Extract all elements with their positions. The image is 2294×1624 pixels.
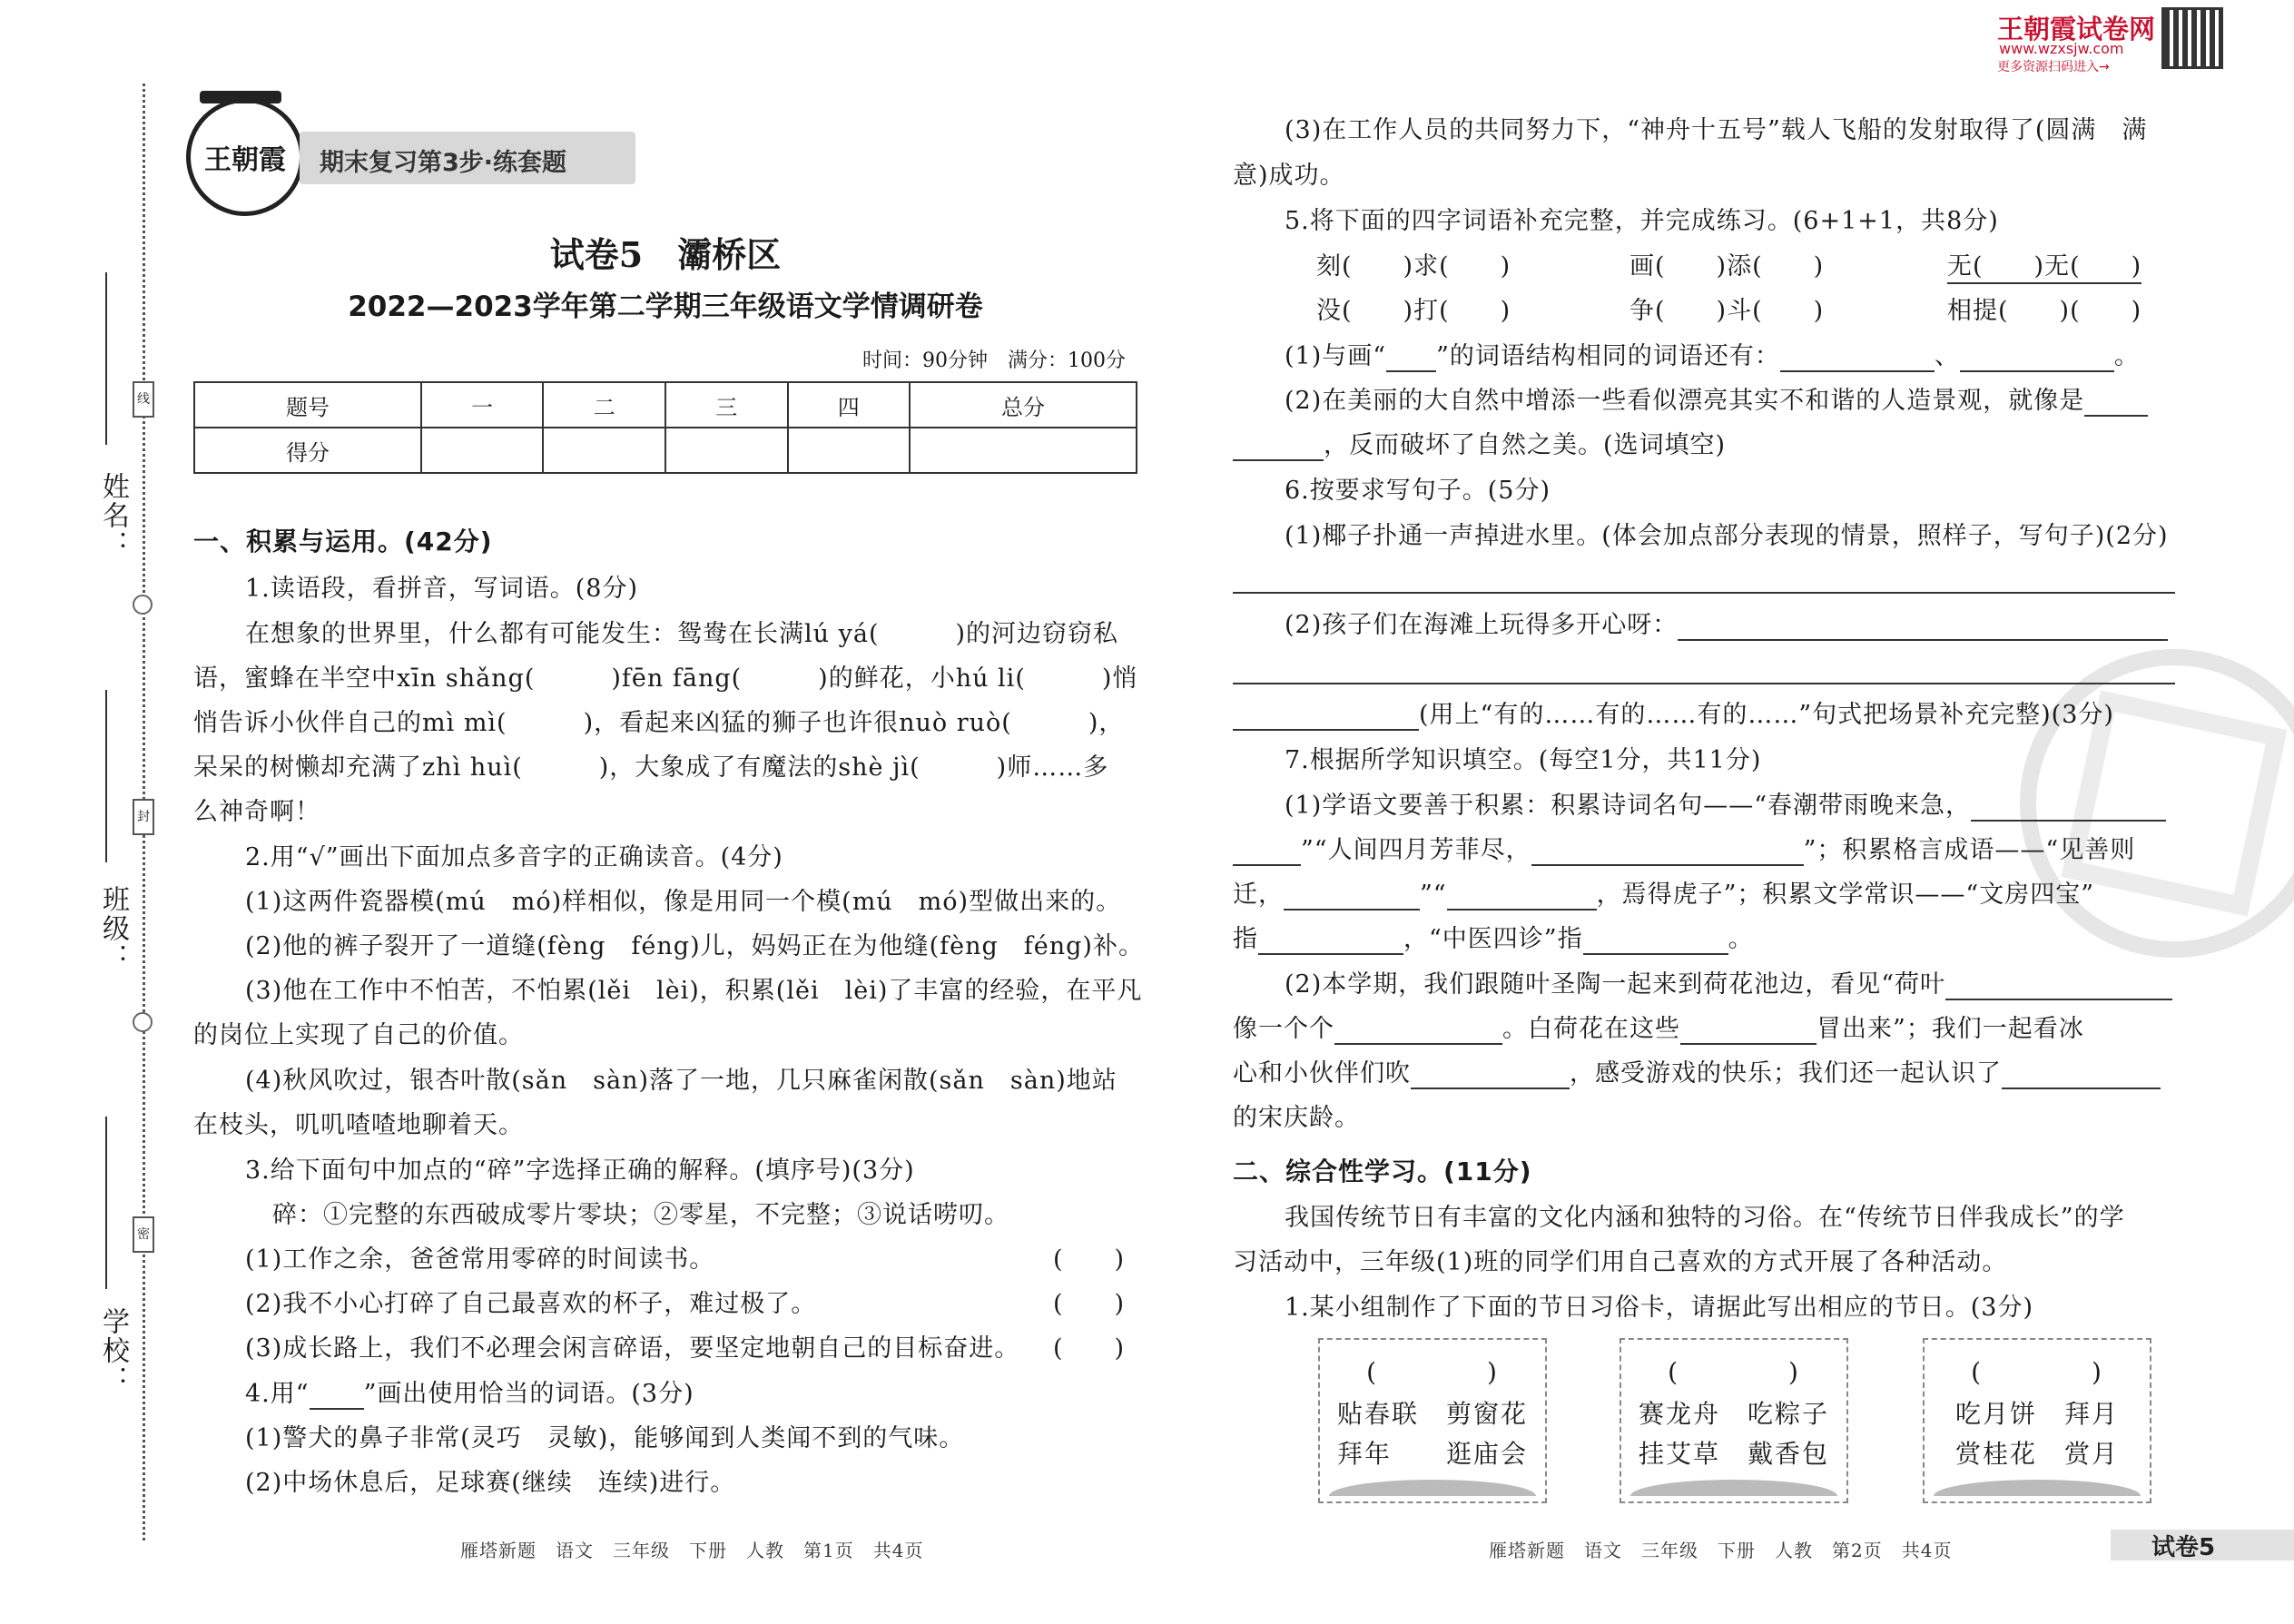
card-cloud-decoration [1630,1480,1837,1496]
name-label: 姓名： [97,472,129,559]
binding-hole [133,595,153,615]
score-table-header-row [194,382,1137,428]
card-custom-row [1320,1394,1545,1431]
q6-sub-2-text: (2)孩子们在海滩上玩得多开心呀： [1285,611,1679,639]
q2-item-4: (4)秋风吹过，银杏叶散(sǎn sàn)落了一地，几只麻雀闲散(sǎn sàn)地站 [245,1067,1117,1095]
q7-sub-2-line-3 [1233,1058,2161,1089]
q4-prefix: 4.用“ [245,1380,310,1408]
q3-answer-paren[interactable]: ( ) [1053,1245,1126,1274]
score-header-cell: 二 [543,382,665,428]
q5-sub-1-sep: 、 [1934,342,1960,370]
question-3: 3.给下面句中加点的“碎”字选择正确的解释。(填序号)(3分) [245,1156,915,1185]
idiom-1: 刻( )求( ) [1316,252,1511,281]
answer-blank[interactable] [1678,639,2168,641]
score-header-cell: 四 [788,382,911,428]
footer-right: 雁塔新题 语文 三年级 下册 人教 第2页 共4页 [1489,1540,1953,1561]
q1-passage-line: 么神奇啊！ [193,798,320,826]
card-answer-paren[interactable]: ( ) [1971,1357,2103,1387]
q3-item-2: (2)我不小心打碎了自己最喜欢的杯子，难过极了。 [245,1290,817,1318]
q7-text: ”；积累格言成语——“见善则 [1803,836,2136,864]
answer-line[interactable] [1233,592,2175,594]
score-input-cell[interactable] [665,428,788,473]
exam-title: 试卷5 灞桥区 [549,234,782,275]
answer-blank[interactable] [1583,953,1728,955]
q5-sub-1 [1285,341,2140,372]
q7-text: ，感受游戏的快乐；我们还一起认识了 [1570,1059,2002,1088]
question-7: 7.根据所学知识填空。(每空1分，共11分) [1285,746,1762,774]
q7-text: 。白荷花在这些 [1502,1015,1680,1043]
q7-sub-1-line-3 [1233,880,2094,910]
card-custom: 拜年 [1336,1439,1392,1469]
q7-text: 。 [1728,925,1754,953]
q2-item-4-cont: 在枝头，叽叽喳喳地聊着天。 [193,1111,524,1139]
score-input-cell[interactable] [421,428,544,473]
q4-item-3: (3)在工作人员的共同努力下，“神舟十五号”载人飞船的发射取得了(圆满 满 [1285,116,2148,144]
q2-item-3-cont: 的岗位上实现了自己的价值。 [193,1021,524,1049]
q5-sub-1-prefix: (1)与画“ [1285,342,1387,370]
card-custom: 赏月 [2064,1439,2120,1469]
answer-blank[interactable] [1284,909,1420,910]
card-custom-row [1925,1434,2150,1471]
q7-text: ”“人间四月芳菲尽， [1301,836,1531,864]
site-name: 王朝霞试卷网 [1997,14,2156,44]
site-hint: 更多资源扫码进入→ [1997,60,2110,74]
q7-sub-1 [1285,791,2166,822]
binding-hole [133,1012,153,1032]
question-2: 2.用“√”画出下面加点多音字的正确读音。(4分) [245,843,783,871]
q7-sub-1-text: (1)学语文要善于积累：积累诗词名句——“春潮带雨晚来急， [1285,792,1972,820]
q7-text: ，“中医四诊”指 [1403,925,1583,953]
q4-item-3-cont: 意)成功。 [1233,162,1345,190]
q6-sub-2 [1285,610,2168,641]
section-2-intro: 我国传统节日有丰富的文化内涵和独特的习俗。在“传统节日伴我成长”的学 [1285,1204,2125,1232]
q7-text: ”“ [1420,881,1447,909]
class-write-line [105,690,107,862]
score-table-score-row [194,428,1137,473]
score-row-label: 得分 [194,428,421,473]
idiom-4: 没( )打( ) [1316,297,1511,325]
q4-item-1: (1)警犬的鼻子非常(灵巧 灵敏)，能够闻到人类闻不到的气味。 [245,1424,965,1452]
q1-passage-line: 呆呆的树懒却充满了zhì huì( )，大象成了有魔法的shè jì( )师……多 [193,753,1109,782]
card-answer-paren[interactable]: ( ) [1668,1357,1800,1387]
answer-blank[interactable] [1780,370,1935,372]
answer-blank[interactable] [1233,459,1324,461]
answer-blank[interactable] [1258,953,1403,955]
score-header-cell: 一 [421,382,544,428]
q6-sub-2-instruction [1233,700,2114,731]
q4-suffix: ”画出使用恰当的词语。(3分) [363,1380,694,1408]
q4-item-2: (2)中场休息后，足球赛(继续 连续)进行。 [245,1469,736,1497]
card-custom: 挂艾草 [1638,1439,1720,1469]
q1-passage-line: 悄告诉小伙伴自己的mì mì( )，看起来凶猛的狮子也许很nuò ruò( )， [193,709,1125,737]
seal-mark-xian: 线 [133,381,154,418]
seal-mark-mi: 密 [133,1216,154,1253]
answer-blank[interactable] [2084,415,2148,417]
q7-sub-1-line-2 [1233,835,2135,866]
q1-passage-line: 语，蜜蜂在半空中xīn shǎng( )fēn fāng( )的鲜花，小hú li( )悄 [193,664,1138,693]
q7-text: 冒出来”；我们一起看冰 [1816,1015,2084,1043]
s2-question-1: 1.某小组制作了下面的节日习俗卡，请据此写出相应的节日。(3分) [1285,1294,2034,1322]
step-badge-text: 期末复习第3步·练套题 [320,149,567,177]
score-table [193,381,1137,474]
q6-sub-2-instruction-text: (用上“有的……有的……有的……”句式把场景补充完整)(3分) [1419,701,2114,729]
exam-subtitle: 2022—2023学年第二学期三年级语文学情调研卷 [348,290,983,323]
answer-blank[interactable] [1233,864,1301,866]
card-custom: 剪窗花 [1446,1399,1529,1429]
idiom-3: 无( )无( ) [1947,251,2141,284]
card-custom-row [1621,1434,1846,1471]
festival-card-2 [1620,1338,1848,1503]
answer-blank[interactable] [2002,1088,2161,1089]
card-answer-paren[interactable]: ( ) [1366,1357,1499,1387]
step-badge [300,132,635,184]
q6-sub-1: (1)椰子扑通一声掉进水里。(体会加点部分表现的情景，照样子，写句子)(2分) [1285,522,2169,550]
answer-blank[interactable] [1960,370,2114,372]
q7-sub-2-line-2 [1233,1014,2084,1045]
idiom-6: 相提( )( ) [1947,297,2142,325]
q7-text: (2)本学期，我们跟随叶圣陶一起来到荷花池边，看见“荷叶 [1285,970,1946,999]
qr-code-icon [2161,7,2223,69]
q7-sub-2 [1285,969,2172,1000]
question-1: 1.读语段，看拼音，写词语。(8分) [245,575,639,603]
answer-line[interactable] [1233,683,2175,684]
q1-passage-line: 在想象的世界里，什么都有可能发生：鸳鸯在长满lú yá( )的河边窃窃私 [245,620,1119,648]
q7-text: 指 [1233,925,1258,953]
question-6: 6.按要求写句子。(5分) [1285,477,1551,505]
card-custom: 戴香包 [1748,1439,1830,1469]
q4-underline-sample [310,1408,364,1410]
q2-item-3: (3)他在工作中不怕苦，不怕累(lěi lèi)，积累(lěi lèi)了丰富的经验，在平凡 [245,977,1143,1005]
section-2-heading: 二、综合性学习。(11分) [1233,1156,1532,1186]
question-5: 5.将下面的四字词语补充完整，并完成练习。(6+1+1，共8分) [1285,207,1999,235]
score-header-cell: 总分 [910,382,1137,428]
answer-blank[interactable] [1447,909,1597,910]
q5-sub-1-mid: ”的词语结构相同的词语还有： [1436,342,1780,370]
q5-sub-2-text: (2)在美丽的大自然中增添一些看似漂亮其实不和谐的人造景观，就像是 [1285,387,2085,415]
q5-sub-2-cont-text: ，反而破坏了自然之美。(选词填空) [1324,431,1727,459]
q3-item-3: (3)成长路上，我们不必理会闲言碎语，要坚定地朝自己的目标奋进。 [245,1334,1020,1363]
festival-card-1 [1318,1338,1547,1503]
score-input-cell[interactable] [910,428,1137,473]
q7-text: 迁， [1233,881,1284,909]
footer-tag: 试卷5 [2151,1534,2216,1561]
school-label: 学校： [97,1307,129,1394]
card-custom: 拜月 [2064,1399,2120,1429]
logo-crown [200,91,281,103]
q7-sub-2-line-4: 的宋庆龄。 [1233,1104,1360,1132]
site-url: www.wzxsjw.com [1999,40,2124,57]
festival-card-3 [1923,1338,2151,1503]
q3-answer-paren[interactable]: ( ) [1053,1290,1126,1318]
answer-blank[interactable] [1680,1043,1816,1045]
card-custom-row [1621,1394,1846,1431]
q5-sub-2 [1285,386,2148,417]
idiom-5: 争( )斗( ) [1629,297,1825,325]
card-custom: 赏桂花 [1954,1439,2037,1469]
q7-text: 像一个个 [1233,1015,1334,1043]
q5-underline-sample [1386,370,1436,372]
card-custom: 吃月饼 [1954,1399,2037,1429]
card-custom-row [1320,1434,1545,1471]
exam-time: 时间：90分钟 满分：100分 [862,349,1126,372]
q3-answer-paren[interactable]: ( ) [1053,1334,1126,1363]
idiom-2: 画( )添( ) [1629,252,1825,281]
card-cloud-decoration [1934,1480,2141,1496]
brand-logo-text: 王朝霞 [204,144,286,176]
score-header-cell: 三 [665,382,788,428]
question-4 [245,1379,694,1410]
score-input-cell[interactable] [788,428,911,473]
q3-definition: 碎：①完整的东西破成零片零块；②零星，不完整；③说话唠叨。 [272,1201,1009,1229]
seal-mark-feng: 封 [133,799,154,835]
score-header-cell: 题号 [194,382,421,428]
q7-text: ，焉得虎子”；积累文学常识——“文房四宝” [1596,881,2095,909]
brand-logo [186,98,304,216]
q7-sub-1-line-4 [1233,924,1754,955]
answer-blank[interactable] [1411,1088,1570,1089]
card-custom: 赛龙舟 [1638,1399,1720,1429]
score-input-cell[interactable] [543,428,665,473]
answer-blank[interactable] [1334,1043,1502,1045]
section-1-heading: 一、积累与运用。(42分) [193,527,493,556]
answer-blank[interactable] [1233,729,1419,731]
q2-item-2: (2)他的裤子裂开了一道缝(fèng féng)儿，妈妈正在为他缝(fèng féng)补。 [245,932,1144,960]
q3-item-1: (1)工作之余，爸爸常用零碎的时间读书。 [245,1245,715,1274]
q5-sub-1-end: 。 [2113,342,2140,370]
card-custom: 逛庙会 [1446,1439,1529,1469]
answer-blank[interactable] [1945,999,2172,1000]
footer-left: 雁塔新题 语文 三年级 下册 人教 第1页 共4页 [460,1540,924,1561]
card-cloud-decoration [1329,1480,1536,1496]
school-write-line [105,1117,107,1289]
q2-item-1: (1)这两件瓷器模(mú mó)样相似，像是用同一个模(mú mó)型做出来的。 [245,888,1122,916]
answer-blank[interactable] [1531,864,1804,866]
section-2-intro-cont: 习活动中，三年级(1)班的同学们用自己喜欢的方式开展了各种活动。 [1233,1248,2008,1276]
class-label: 班级： [97,885,129,972]
card-custom: 贴春联 [1336,1399,1419,1429]
q7-text: 心和小伙伴们吹 [1233,1059,1411,1088]
answer-blank[interactable] [1971,820,2166,822]
card-custom-row [1925,1394,2150,1431]
card-custom: 吃粽子 [1748,1399,1830,1429]
q5-sub-2-cont [1233,430,1726,461]
